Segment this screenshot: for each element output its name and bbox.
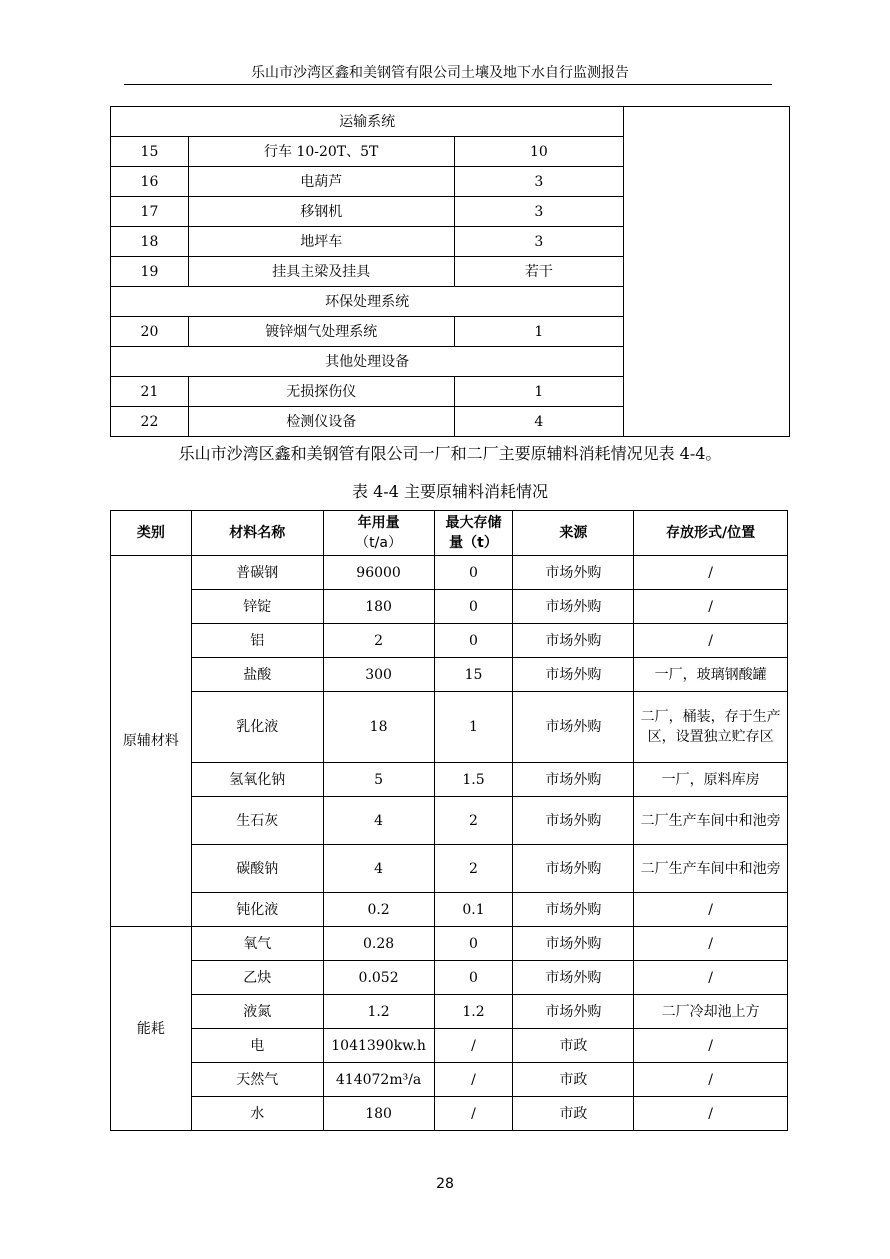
material-name: 氧气 <box>191 927 323 961</box>
storage-location: 二厂，桶装，存于生产区，设置独立贮存区 <box>634 692 788 763</box>
source: 市场外购 <box>513 845 634 893</box>
source: 市场外购 <box>513 927 634 961</box>
annual-usage: 180 <box>323 590 434 624</box>
intro-paragraph: 乐山市沙湾区鑫和美钢管有限公司一厂和二厂主要原辅料消耗情况见表 4-4。 <box>178 444 722 463</box>
equipment-qty: 1 <box>454 317 624 347</box>
equipment-qty: 3 <box>454 227 624 257</box>
equipment-name: 挂具主梁及挂具 <box>188 257 454 287</box>
row-number: 16 <box>111 167 189 197</box>
source: 市场外购 <box>513 590 634 624</box>
max-storage: 0 <box>434 590 513 624</box>
storage-location: 一厂，玻璃钢酸罐 <box>634 658 788 692</box>
source: 市场外购 <box>513 624 634 658</box>
max-storage: 0 <box>434 624 513 658</box>
row-number: 19 <box>111 257 189 287</box>
table-row <box>111 763 788 797</box>
max-storage: 1.5 <box>434 763 513 797</box>
max-storage: 15 <box>434 658 513 692</box>
equipment-qty: 若干 <box>454 257 624 287</box>
row-number: 15 <box>111 137 189 167</box>
equipment-name: 行车 10-20T、5T <box>188 137 454 167</box>
max-storage: / <box>434 1063 513 1097</box>
page-number: 28 <box>436 1176 454 1192</box>
category-cell: 原辅材料 <box>111 556 192 927</box>
equipment-qty: 3 <box>454 197 624 227</box>
storage-location: / <box>634 1097 788 1131</box>
storage-location: / <box>634 556 788 590</box>
col-header-annual <box>323 511 434 556</box>
annual-usage: 300 <box>323 658 434 692</box>
material-name: 乙炔 <box>191 961 323 995</box>
col-header-name: 材料名称 <box>191 511 323 556</box>
storage-location: 二厂生产车间中和池旁 <box>634 797 788 845</box>
table-caption: 表 4-4 主要原辅料消耗情况 <box>352 482 548 501</box>
materials-table <box>110 510 788 1131</box>
equipment-qty: 10 <box>454 137 624 167</box>
table-row <box>111 927 788 961</box>
section-title: 其他处理设备 <box>111 347 624 377</box>
annual-usage: 0.28 <box>323 927 434 961</box>
section-row <box>111 107 790 137</box>
col-header-category: 类别 <box>111 511 192 556</box>
table-row <box>111 1097 788 1131</box>
source: 市场外购 <box>513 763 634 797</box>
material-name: 锌锭 <box>191 590 323 624</box>
header-row <box>111 511 788 556</box>
material-name: 液氮 <box>191 995 323 1029</box>
equipment-table <box>110 106 790 437</box>
material-name: 天然气 <box>191 1063 323 1097</box>
annual-usage: 4 <box>323 845 434 893</box>
annual-unit: （t/a） <box>355 535 402 551</box>
storage-location: / <box>634 927 788 961</box>
source: 市场外购 <box>513 995 634 1029</box>
annual-usage: 1.2 <box>323 995 434 1029</box>
equipment-name: 镀锌烟气处理系统 <box>188 317 454 347</box>
storage-location: 一厂，原料库房 <box>634 763 788 797</box>
blank-column <box>624 107 790 437</box>
max-storage: 2 <box>434 797 513 845</box>
table-row <box>111 995 788 1029</box>
annual-label: 年用量 <box>357 515 400 531</box>
equipment-name: 电葫芦 <box>188 167 454 197</box>
table-row <box>111 624 788 658</box>
table-row <box>111 658 788 692</box>
storage-location: / <box>634 590 788 624</box>
material-name: 乳化液 <box>191 692 323 763</box>
page-header: 乐山市沙湾区鑫和美钢管有限公司土壤及地下水自行监测报告 <box>251 65 629 81</box>
material-name: 铝 <box>191 624 323 658</box>
table-row <box>111 893 788 927</box>
table-row <box>111 590 788 624</box>
annual-usage: 5 <box>323 763 434 797</box>
annual-usage: 96000 <box>323 556 434 590</box>
table-row <box>111 961 788 995</box>
max-storage: 1.2 <box>434 995 513 1029</box>
category-cell: 能耗 <box>111 927 192 1131</box>
annual-usage: 180 <box>323 1097 434 1131</box>
storage-location: / <box>634 1029 788 1063</box>
storage-location: 二厂生产车间中和池旁 <box>634 845 788 893</box>
material-name: 氢氧化钠 <box>191 763 323 797</box>
source: 市政 <box>513 1063 634 1097</box>
max-storage: / <box>434 1029 513 1063</box>
source: 市政 <box>513 1029 634 1063</box>
max-storage: 1 <box>434 692 513 763</box>
source: 市场外购 <box>513 692 634 763</box>
equipment-qty: 1 <box>454 377 624 407</box>
material-name: 盐酸 <box>191 658 323 692</box>
storage-location: / <box>634 1063 788 1097</box>
table-row <box>111 845 788 893</box>
max-storage: / <box>434 1097 513 1131</box>
max-storage: 0 <box>434 927 513 961</box>
storage-location: / <box>634 961 788 995</box>
annual-usage: 2 <box>323 624 434 658</box>
row-number: 22 <box>111 407 189 437</box>
section-title: 环保处理系统 <box>111 287 624 317</box>
annual-usage: 4 <box>323 797 434 845</box>
col-header-source: 来源 <box>513 511 634 556</box>
material-name: 电 <box>191 1029 323 1063</box>
annual-usage: 0.2 <box>323 893 434 927</box>
source: 市场外购 <box>513 556 634 590</box>
equipment-qty: 4 <box>454 407 624 437</box>
material-name: 碳酸钠 <box>191 845 323 893</box>
storage-location: / <box>634 893 788 927</box>
source: 市场外购 <box>513 658 634 692</box>
source: 市政 <box>513 1097 634 1131</box>
section-title: 运输系统 <box>111 107 624 137</box>
source: 市场外购 <box>513 893 634 927</box>
equipment-qty: 3 <box>454 167 624 197</box>
source: 市场外购 <box>513 797 634 845</box>
row-number: 21 <box>111 377 189 407</box>
max-storage: 0 <box>434 556 513 590</box>
equipment-name: 无损探伤仪 <box>188 377 454 407</box>
table-row <box>111 797 788 845</box>
row-number: 17 <box>111 197 189 227</box>
table-row <box>111 1029 788 1063</box>
max-storage: 0 <box>434 961 513 995</box>
header-rule <box>124 84 772 85</box>
material-name: 钝化液 <box>191 893 323 927</box>
col-header-storage: 存放形式/位置 <box>634 511 788 556</box>
table-row <box>111 692 788 763</box>
equipment-name: 地坪车 <box>188 227 454 257</box>
source: 市场外购 <box>513 961 634 995</box>
col-header-max-storage: 最大存储量（t） <box>434 511 513 556</box>
annual-usage: 1041390kw.h <box>323 1029 434 1063</box>
table-row <box>111 556 788 590</box>
annual-usage: 414072m³/a <box>323 1063 434 1097</box>
max-storage: 0.1 <box>434 893 513 927</box>
annual-usage: 18 <box>323 692 434 763</box>
equipment-name: 移钢机 <box>188 197 454 227</box>
storage-location: / <box>634 624 788 658</box>
row-number: 18 <box>111 227 189 257</box>
max-storage: 2 <box>434 845 513 893</box>
material-name: 生石灰 <box>191 797 323 845</box>
material-name: 水 <box>191 1097 323 1131</box>
annual-usage: 0.052 <box>323 961 434 995</box>
storage-location: 二厂冷却池上方 <box>634 995 788 1029</box>
material-name: 普碳钢 <box>191 556 323 590</box>
table-row <box>111 1063 788 1097</box>
row-number: 20 <box>111 317 189 347</box>
equipment-name: 检测仪设备 <box>188 407 454 437</box>
